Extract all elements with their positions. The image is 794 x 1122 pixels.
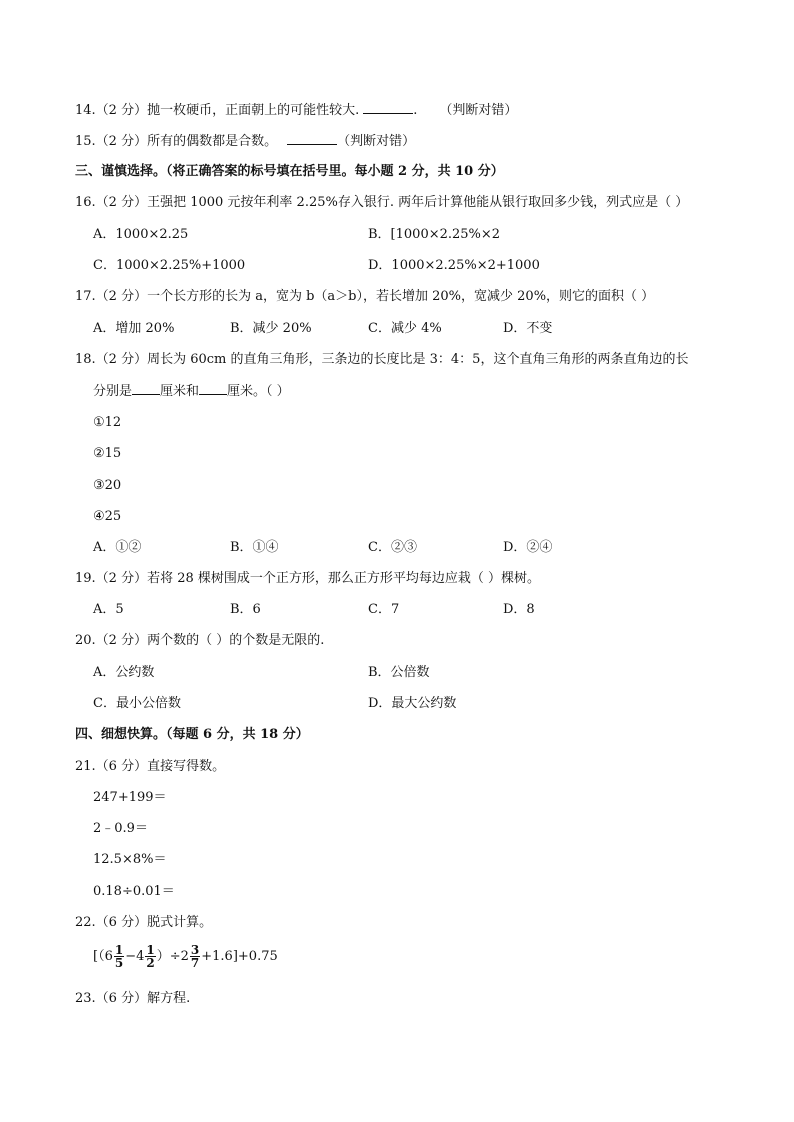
q20-option-d: D．最大公约数 <box>368 696 457 711</box>
fraction <box>190 944 200 969</box>
answer-blank <box>199 382 227 395</box>
expr-part: [（6 <box>93 949 113 964</box>
q20-option-c: C．最小公倍数 <box>93 696 181 711</box>
q18-option-c: C．②③ <box>368 540 417 555</box>
fraction-denominator: 7 <box>190 956 200 970</box>
q21-item-1: 247+199＝ <box>93 790 167 805</box>
question-21-text: 21.（6 分）直接写得数。 <box>75 759 226 774</box>
question-15-text: 15.（2 分）所有的偶数都是合数。 <box>75 134 278 149</box>
fraction-numerator: 1 <box>114 943 124 957</box>
question-14 <box>75 101 517 120</box>
q16-option-d: D．1000×2.25%×2+1000 <box>368 258 540 273</box>
q19-option-a: A．5 <box>93 602 124 617</box>
question-20-text: 20.（2 分）两个数的（ ）的个数是无限的. <box>75 633 325 648</box>
q17-option-b: B．减少 20% <box>230 321 312 336</box>
question-23-text: 23.（6 分）解方程. <box>75 991 191 1006</box>
q18-option-d: D．②④ <box>503 540 553 555</box>
q21-item-4: 0.18÷0.01＝ <box>93 884 175 899</box>
q18-text-part: 厘米。（ ） <box>227 384 290 399</box>
q16-option-a: A．1000×2.25 <box>93 227 189 242</box>
question-18-line-1: 18.（2 分）周长为 60cm 的直角三角形，三条边的长度比是 3：4：5，这个直角三角形的两条直角边的长 <box>75 352 689 367</box>
q18-choice-2: ②15 <box>93 446 122 461</box>
question-16-text: 16.（2 分）王强把 1000 元按年利率 2.25%存入银行. 两年后计算他能从银行取回多少钱，列式应是（ ） <box>75 195 689 210</box>
question-18-line-2 <box>93 382 290 401</box>
expr-part: ）÷2 <box>156 949 189 964</box>
q18-choice-3: ③20 <box>93 478 122 493</box>
fraction-numerator: 1 <box>146 943 155 957</box>
fraction-denominator: 5 <box>114 956 124 970</box>
question-15-judge: （判断对错） <box>337 134 416 149</box>
q16-option-b: B．[1000×2.25%×2 <box>368 227 501 242</box>
punctuation: . <box>413 103 418 118</box>
q18-choice-4: ④25 <box>93 509 122 524</box>
q22-expression <box>93 940 278 974</box>
question-15 <box>75 132 415 151</box>
q17-option-a: A．增加 20% <box>93 321 175 336</box>
question-22-text: 22.（6 分）脱式计算。 <box>75 915 213 930</box>
fraction-denominator: 2 <box>146 956 155 970</box>
q19-option-d: D．8 <box>503 602 535 617</box>
q20-option-b: B．公倍数 <box>368 665 430 680</box>
answer-blank <box>287 132 337 145</box>
question-19-text: 19.（2 分）若将 28 棵树围成一个正方形，那么正方形平均每边应栽（ ）棵树。 <box>75 571 541 586</box>
question-17-text: 17.（2 分）一个长方形的长为 a，宽为 b（a＞b），若长增加 20%，宽减少 20%，则它的面积（ ） <box>75 289 655 304</box>
section-4-title: 四、细想快算。（每题 6 分，共 18 分） <box>75 727 309 742</box>
q21-item-2: 2﹣0.9＝ <box>93 821 148 836</box>
q21-item-3: 12.5×8%＝ <box>93 852 167 867</box>
expr-part: −4 <box>125 949 145 964</box>
q17-option-d: D．不变 <box>503 321 553 336</box>
section-3-title: 三、谨慎选择。（将正确答案的标号填在括号里。每小题 2 分，共 10 分） <box>75 164 504 179</box>
q19-option-b: B．6 <box>230 602 261 617</box>
answer-blank <box>363 101 413 114</box>
q18-text-part: 分别是 <box>93 384 133 399</box>
q19-option-c: C．7 <box>368 602 400 617</box>
q17-option-c: C．减少 4% <box>368 321 442 336</box>
q18-choice-1: ①12 <box>93 415 122 430</box>
expr-part: +1.6]+0.75 <box>201 949 278 964</box>
fraction <box>145 944 155 969</box>
q18-text-part: 厘米和 <box>160 384 200 399</box>
fraction-numerator: 3 <box>190 943 200 957</box>
fraction <box>114 944 124 969</box>
q20-option-a: A．公约数 <box>93 665 155 680</box>
question-14-judge: （判断对错） <box>439 103 518 118</box>
q18-option-b: B．①④ <box>230 540 279 555</box>
q18-option-a: A．①② <box>93 540 142 555</box>
answer-blank <box>132 382 160 395</box>
q16-option-c: C．1000×2.25%+1000 <box>93 258 246 273</box>
question-14-text: 14.（2 分）抛一枚硬币，正面朝上的可能性较大. <box>75 103 360 118</box>
